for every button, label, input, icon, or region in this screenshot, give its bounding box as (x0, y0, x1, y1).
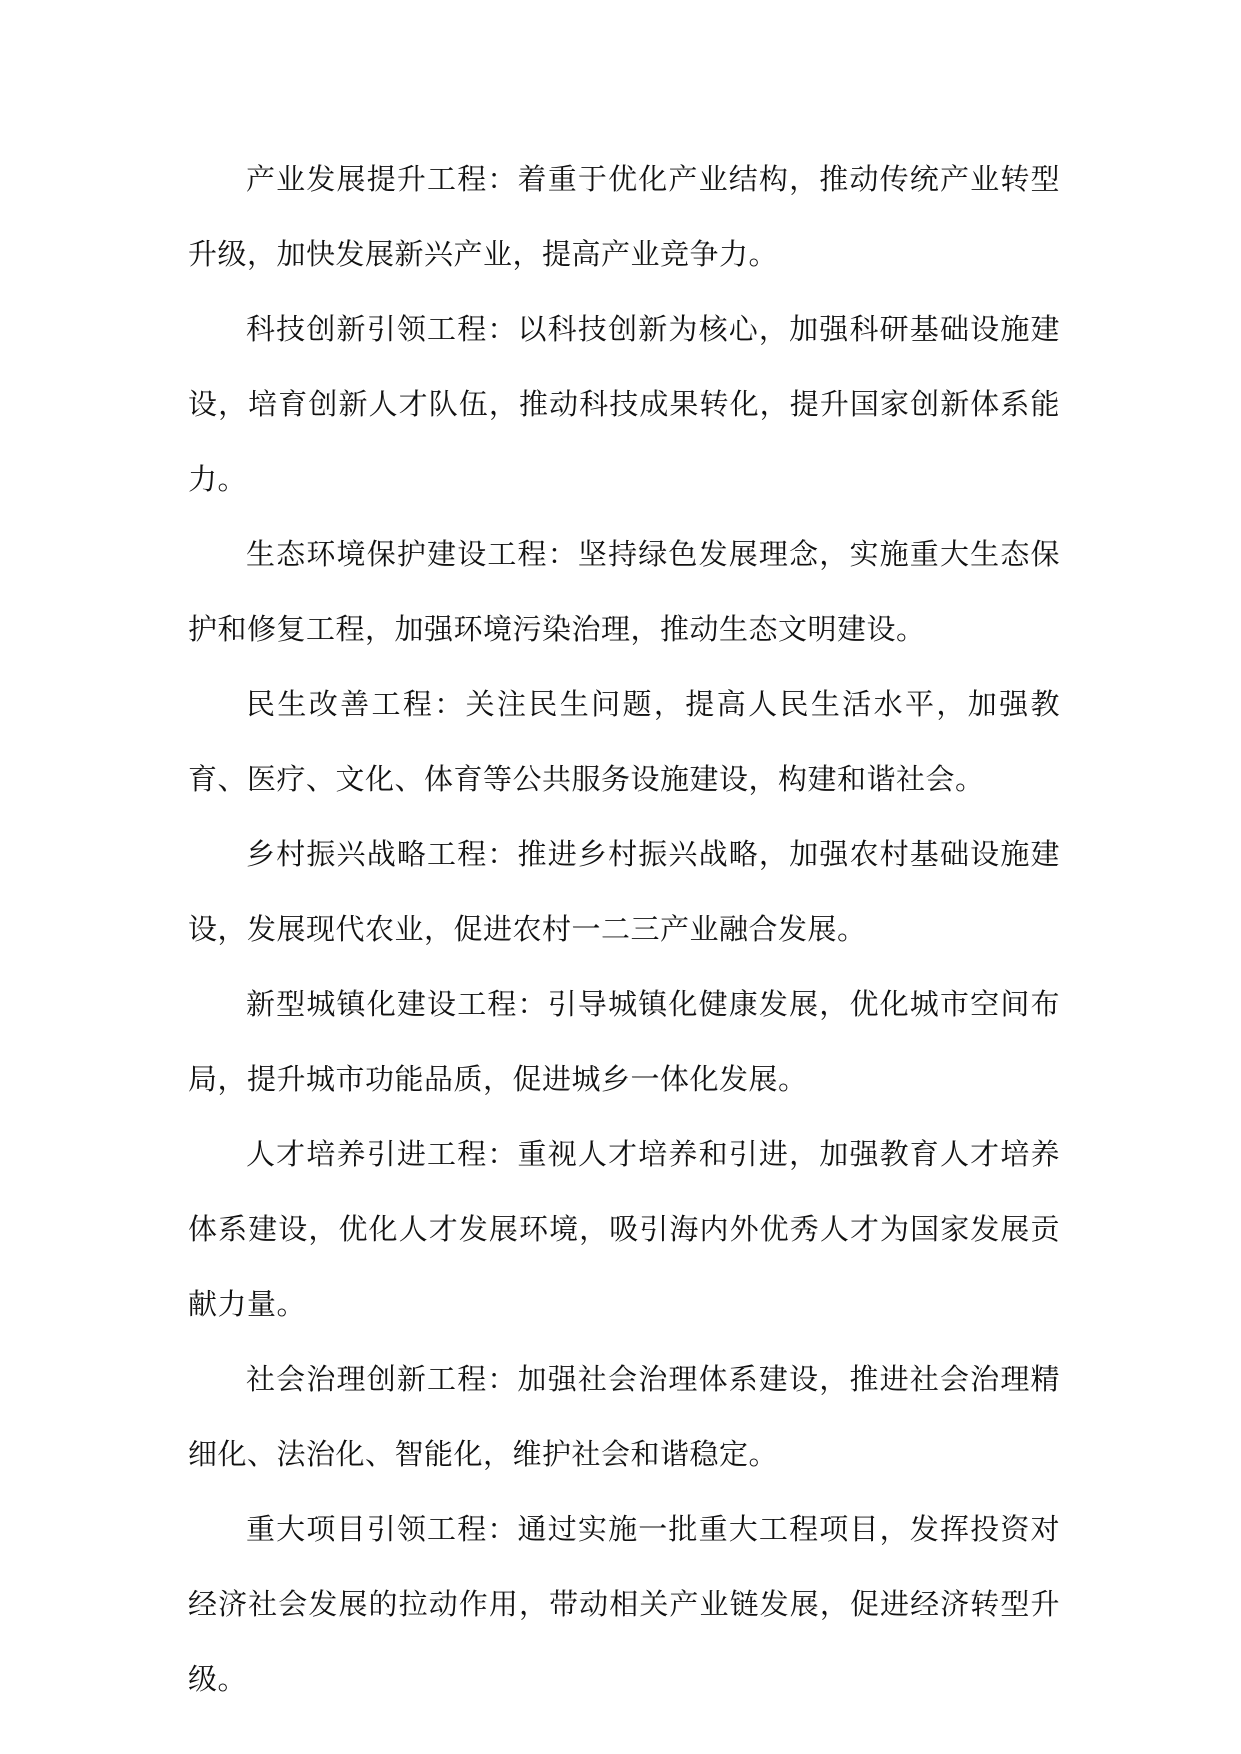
paragraph-urbanization: 新型城镇化建设工程：引导城镇化健康发展，优化城市空间布局，提升城市功能品质，促进城乡一体化发展。 (188, 987, 1060, 1096)
paragraph-ecology-protection: 生态环境保护建设工程：坚持绿色发展理念，实施重大生态保护和修复工程，加强环境污染治理，推动生态文明建设。 (188, 537, 1060, 646)
paragraph-industry-upgrade: 产业发展提升工程：着重于优化产业结构，推动传统产业转型升级，加快发展新兴产业，提高产业竞争力。 (188, 162, 1060, 271)
paragraph-tech-innovation: 科技创新引领工程：以科技创新为核心，加强科研基础设施建设，培育创新人才队伍，推动科技成果转化，提升国家创新体系能力。 (188, 312, 1060, 496)
document-body (188, 142, 1060, 1717)
paragraph-social-governance: 社会治理创新工程：加强社会治理体系建设，推进社会治理精细化、法治化、智能化，维护社会和谐稳定。 (188, 1362, 1060, 1471)
paragraph-talent: 人才培养引进工程：重视人才培养和引进，加强教育人才培养体系建设，优化人才发展环境，吸引海内外优秀人才为国家发展贡献力量。 (188, 1137, 1060, 1321)
paragraph-rural-revitalization: 乡村振兴战略工程：推进乡村振兴战略，加强农村基础设施建设，发展现代农业，促进农村一二三产业融合发展。 (188, 837, 1060, 946)
paragraph-livelihood: 民生改善工程：关注民生问题，提高人民生活水平，加强教育、医疗、文化、体育等公共服务设施建设，构建和谐社会。 (188, 687, 1060, 796)
paragraph-major-projects: 重大项目引领工程：通过实施一批重大工程项目，发挥投资对经济社会发展的拉动作用，带动相关产业链发展，促进经济转型升级。 (188, 1512, 1060, 1696)
